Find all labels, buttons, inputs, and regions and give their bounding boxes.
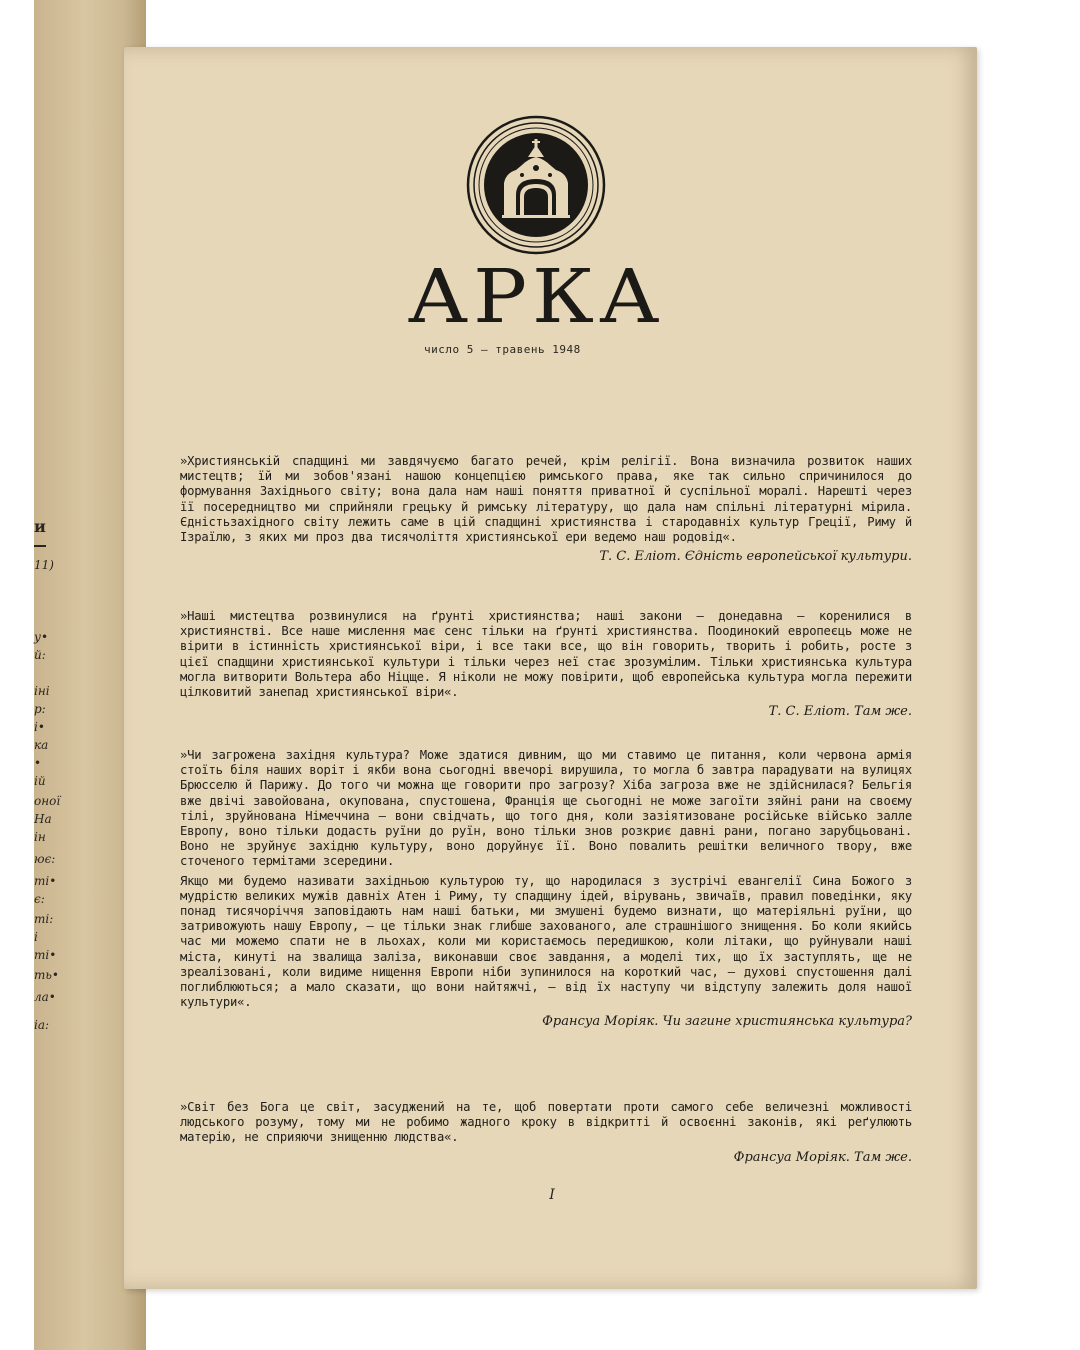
left-page-fragment: оної	[34, 794, 61, 808]
quote-paragraph: »Чи загрожена західня культура? Може здатися дивним, що ми ставимо це питання, коли червона армія стоїть біля наших воріт і якби вона сьогодні ввечорі вирушила, то могла б завтра парадувати на вулицях Брюсселю й Парижу. До того чи можна ще говорити про загрозу? Хіба загроза вже не здійснилася? Бельгія вже двічі завойована, окупована, спустошена, Франція ще сьогодні не може загоїти зяйні рани на своєму тілі, зруйнована Німеччина — вони свідчать, що того дня, коли зазіятизоване російське військо залле Европу, воно тільки додасть руїни до руїн, воно тільки знов розкриє давні рани, погано зарубцьовані. Воно не зруйнує західню культуру, воно доруйнує її. Воно повалить решітки величного твору, вже сточеного термітами зсередини.	[180, 748, 912, 869]
left-page-rule	[34, 545, 46, 547]
left-page-fragment: ті•	[34, 948, 57, 962]
arch-emblem-icon	[466, 115, 606, 255]
magazine-title: АРКА	[407, 253, 665, 340]
left-page-fragment: іа:	[34, 1018, 50, 1032]
quote-attribution: Франсуа Моріяк. Чи загине християнська культура?	[542, 1014, 912, 1030]
issue-line: число 5 — травень 1948	[424, 343, 581, 356]
left-page-fragment: ій	[34, 774, 46, 788]
page-number: I	[549, 1187, 555, 1203]
left-page-fragment: и	[34, 517, 46, 536]
left-page-fragment: ка	[34, 738, 49, 752]
quote-paragraph: »Світ без Бога це світ, засуджений на те, щоб повертати проти самого себе величезні можливості людського розуму, тому ми не робимо жадного кроку в відкритті й освоєнні законів, які реґулюють матерію, не сприяючи знищенню людства«.	[180, 1100, 912, 1145]
left-page-fragment: •	[34, 756, 42, 770]
left-page-fragment: іні	[34, 684, 50, 698]
left-page-fragment: й:	[34, 648, 46, 662]
magazine-page	[124, 47, 977, 1289]
quote-block	[180, 454, 912, 564]
quote-paragraph: Якщо ми будемо називати західньою культурою ту, що народилася з зустрічі евангелії Сина Божого з мудрістю великих мужів давніх Атен і Риму, ту спадщину ідей, вірувань, звичаїв, правил поведінки, яку понад тисячоріччя заповідають нам наші батьки, ми змушені будемо визнати, що матеріяльні руїни, що затривожують нашу Европу, — це тільки знак глибше захованого, але страшнішого знищення. Бо коли якийсь час ми можемо спати не в льохах, коли ми користаємось передишкою, коли літаки, що руйнували наші міста, кинуті на звалища заліза, виконавши своє завдання, а моделі тих, що їх заступлять, ще не зреалізовані, коли видиме нищення Европи ніби зупинилося на короткий час, — духові спустошення далі поглиблюються; а мало сказати, що вони найтяжчі, — від їх наступу чи відступу залежить доля нашої культури«.	[180, 873, 912, 1010]
left-page-fragment: і	[34, 930, 38, 944]
left-page-fragment: ла•	[34, 990, 56, 1004]
left-page-fragment: ті:	[34, 912, 54, 926]
left-page-fragment: 11)	[34, 558, 54, 572]
quote-paragraph: »Наші мистецтва розвинулися на ґрунті християнства; наші закони — донедавна — коренилися в християнстві. Все наше мислення має сенс тільки на ґрунті християнства. Поодинокий европеєць може не вірити в істинність християнської віри, і все таки все, що він говорить, творить і робить, росте з цієї спадщини християнської культури і тільки через неї стає зрозумілим. Тільки християнська культура могла витворити Вольтера або Ніцще. Я ніколи не можу повірити, щоб европейська культура могла пережити цілковитий занепад християнської віри«.	[180, 609, 912, 700]
quote-paragraph: »Християнській спадщині ми завдячуємо багато речей, крім релігії. Вона визначила розвиток наших мистецтв; їй ми зобов'язані нашою концепцією римського права, яке так сильно спричинилося до формування Західнього світу; вона дала нам наші поняття приватної й суспільної моралі. Нарешті через її посередництво ми сприйняли грецьку й римську літературу, що дала нам спільні літературні мірила. Єдністьзахідного світу лежить саме в цій спадщині християнства і стародавніх культур Греції, Риму й Ізраїлю, з яких ми проз два тисячоліття християнської ери ведемо наш родовід«.	[180, 454, 912, 545]
quote-block	[180, 1100, 912, 1165]
left-page-fragment: ті•	[34, 874, 57, 888]
left-page-fragment: у•	[34, 630, 49, 644]
quote-attribution: Франсуа Моріяк. Там же.	[733, 1149, 912, 1165]
left-page-fragment: ює:	[34, 852, 56, 866]
left-page-fragment: ін	[34, 830, 46, 844]
left-page-fragment: і•	[34, 720, 45, 734]
left-page-fragment: ть•	[34, 968, 59, 982]
left-page-fragment: На	[34, 812, 52, 826]
quote-block	[180, 748, 912, 1029]
quote-attribution: Т. С. Еліот. Там же.	[768, 704, 912, 720]
left-page-fragment: р:	[34, 702, 46, 716]
quote-attribution: Т. С. Еліот. Єдність европейської культури.	[599, 549, 912, 565]
quote-block	[180, 609, 912, 719]
left-page-fragment: є:	[34, 892, 45, 906]
